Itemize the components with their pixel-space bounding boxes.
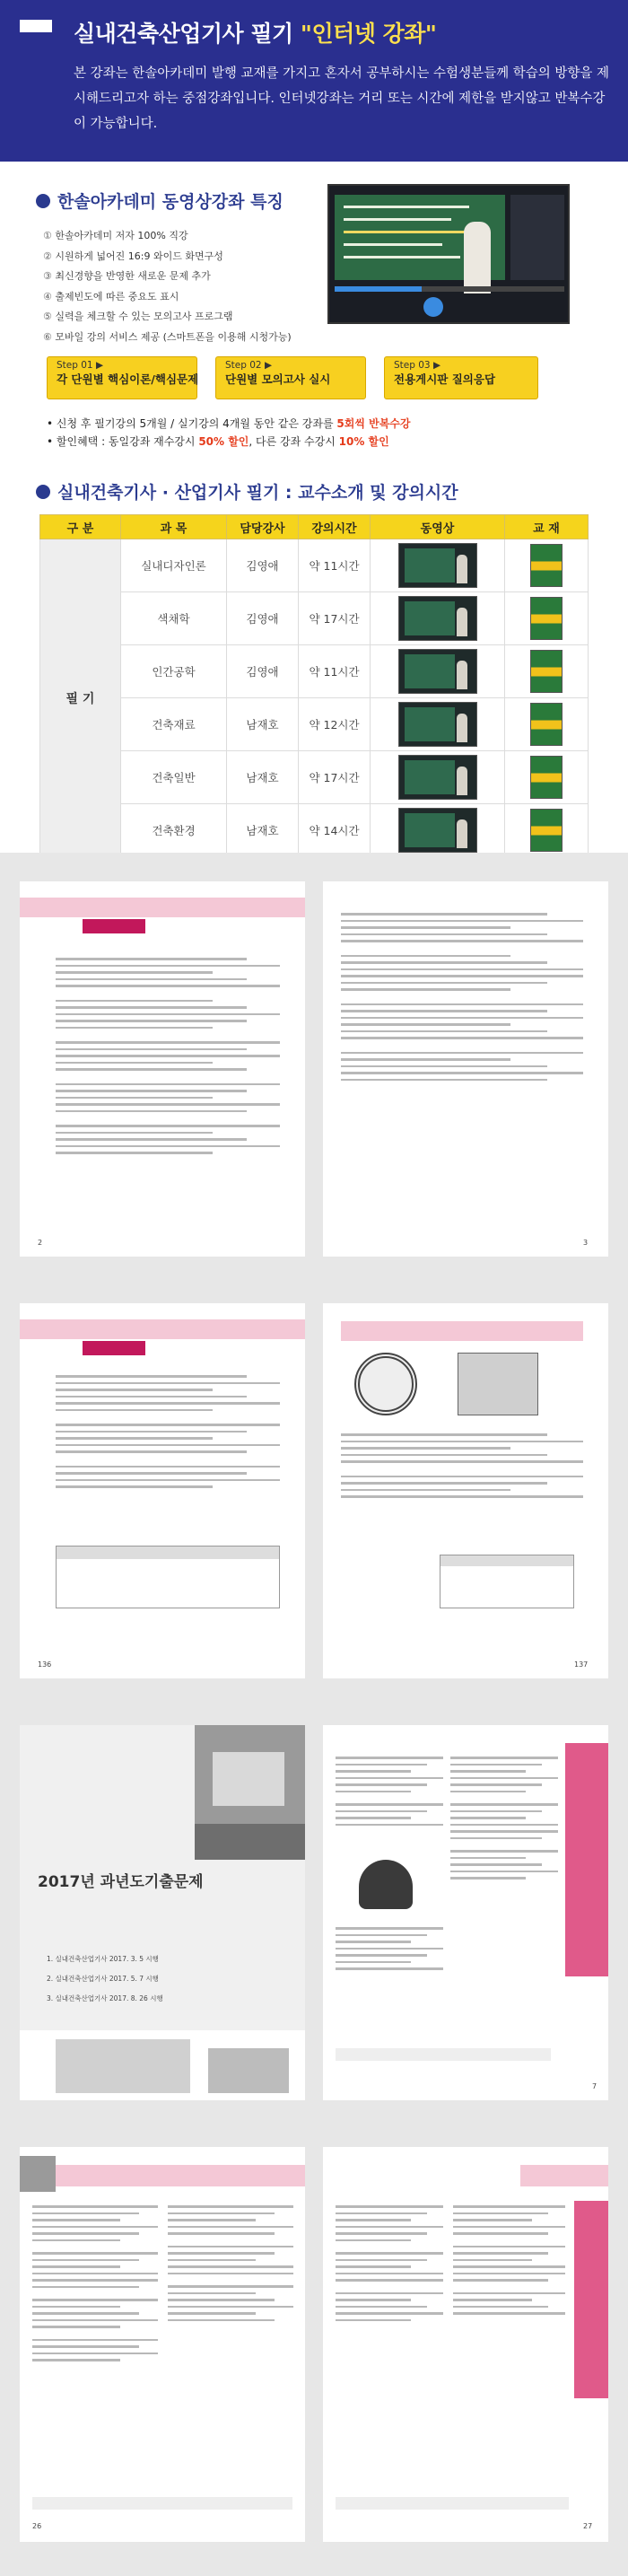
page-body: [56, 1371, 280, 1493]
page-title: 실내건축산업기사 필기 "인터넷 강좌": [74, 21, 437, 47]
book-spread-4: [0, 2118, 628, 2576]
figure-image: [359, 1860, 413, 1909]
step-2: Step 02 ▶ 단원별 모의고사 실시: [215, 356, 366, 399]
video-thumbnail[interactable]: [398, 702, 477, 747]
answer-key-bar: [32, 2497, 292, 2510]
feature-item: ④ 출제빈도에 따른 중요도 표시: [43, 290, 179, 302]
right-page: [323, 1303, 608, 1678]
table-row: 색채학 김영애 약 17시간: [40, 592, 589, 645]
progress-track: [335, 286, 564, 292]
lecture-video-preview: [327, 184, 570, 324]
group-cell: 필 기: [40, 539, 121, 857]
question-column: [450, 1752, 558, 1884]
col-header: 교 재: [505, 515, 589, 539]
feature-item: ③ 최신경향을 반영한 새로운 문제 추가: [43, 270, 211, 282]
textbook-cover: [530, 809, 563, 852]
left-page: [20, 2147, 305, 2542]
exam-title: 2017년 과년도기출문제: [38, 1873, 204, 1891]
video-thumbnail[interactable]: [398, 596, 477, 641]
book-spread-3: [0, 1696, 628, 2118]
page-number: 26: [32, 2522, 42, 2530]
page-body: [341, 1429, 583, 1503]
course-table: [39, 514, 589, 857]
page-body: [341, 908, 583, 1085]
page-number: 7: [592, 2082, 597, 2090]
video-thumbnail[interactable]: [398, 808, 477, 853]
table-row: 건축일반 남재호 약 17시간: [40, 751, 589, 804]
info-panel: [0, 162, 628, 853]
chapter-header: [20, 2165, 305, 2186]
question-column: [32, 2201, 158, 2366]
note-repeat: • 신청 후 필기강의 5개월 / 실기강의 4개월 동안 같은 강좌를 5회씩 반복수강: [47, 417, 411, 430]
book-spread-2: [0, 1275, 628, 1696]
textbook-cover: [530, 597, 563, 640]
note-discount: • 할인혜택 : 동일강좌 재수강시 50% 할인, 다른 강좌 수강시 10% 할인: [47, 435, 389, 448]
data-table: [440, 1555, 574, 1608]
section-badge: [83, 1341, 145, 1355]
section-badge: [83, 919, 145, 933]
course-title: 실내건축기사 · 산업기사 필기 : 교수소개 및 강의시간: [36, 479, 458, 504]
chapter-header: [20, 1319, 305, 1339]
left-page: [20, 1725, 305, 2100]
bullet-icon: [36, 194, 50, 208]
col-header: 강의시간: [299, 515, 371, 539]
feature-item: ② 시원하게 넓어진 16:9 와이드 화면구성: [43, 250, 223, 262]
video-thumbnail[interactable]: [398, 755, 477, 800]
page-number: 137: [574, 1660, 589, 1669]
video-thumbnail[interactable]: [398, 543, 477, 588]
step-1: Step 01 ▶ 각 단원별 핵심이론/핵심문제: [47, 356, 197, 399]
chapter-header: [341, 1321, 583, 1341]
video-thumbnail[interactable]: [398, 649, 477, 694]
hero-description: 본 강좌는 한솔아카데미 발행 교재를 가지고 혼자서 공부하시는 수험생분들께 학습의 방향을 제시해드리고자 하는 중점강좌입니다. 인터넷강좌는 거리 또는 시간에 제한을 받지않고 반복수강이 가능합니다.: [74, 66, 609, 131]
header-photo: [20, 2156, 56, 2192]
exam-list: 1. 실내건축산업기사 2017. 3. 5 시행 2. 실내건축산업기사 2017. 5. 7 시행 3. 실내건축산업기사 2017. 8. 26 시행: [47, 1955, 163, 2002]
page-number: 27: [583, 2522, 593, 2530]
col-header: 구 분: [40, 515, 121, 539]
feature-item: ⑥ 모바일 강의 서비스 제공 (스마트폰을 이용해 시청가능): [43, 330, 292, 343]
textbook-cover: [530, 756, 563, 799]
title-accent-bar: [20, 20, 52, 32]
col-header: 과 목: [121, 515, 227, 539]
right-page: [323, 2147, 608, 2542]
page-number: 2: [38, 1239, 43, 1247]
chapter-header: [520, 2165, 608, 2186]
room-photo: [20, 2030, 305, 2100]
figure-circle: [354, 1353, 417, 1415]
left-page: [20, 1303, 305, 1678]
answer-key-bar: [336, 2048, 551, 2061]
page-number: 3: [583, 1239, 589, 1247]
feature-item: ⑤ 실력을 체크할 수 있는 모의고사 프로그램: [43, 311, 233, 322]
table-row: 필 기 실내디자인론 김영애 약 11시간: [40, 539, 589, 592]
chapter-list: [510, 195, 564, 280]
features-list: [43, 226, 292, 347]
page-number: 136: [38, 1660, 52, 1669]
step-3: Step 03 ▶ 전용게시판 질의응답: [384, 356, 538, 399]
interior-photo: [195, 1725, 305, 1860]
question-column: [453, 2201, 565, 2319]
question-column: [336, 2201, 443, 2326]
bullet-icon: [36, 485, 50, 499]
play-button-icon: [423, 297, 443, 317]
question-column: [336, 1923, 443, 1975]
chapter-header: [20, 898, 305, 917]
features-title: 한솔아카데미 동영상강좌 특징: [36, 188, 283, 213]
answer-key-bar: [336, 2497, 569, 2510]
lecturer-figure: [464, 222, 491, 294]
textbook-cover: [530, 650, 563, 693]
col-header: 동영상: [371, 515, 505, 539]
data-table: [56, 1546, 280, 1608]
question-column: [168, 2201, 293, 2326]
page-body: [56, 953, 280, 1159]
left-page: [20, 881, 305, 1257]
side-tab: [565, 1743, 608, 1976]
right-page: [323, 1725, 608, 2100]
textbook-cover: [530, 544, 563, 587]
hero-banner: [0, 0, 628, 162]
notes: [47, 415, 410, 451]
col-header: 담당강사: [227, 515, 299, 539]
question-column: [336, 1752, 443, 1830]
figure-block: [458, 1353, 538, 1415]
feature-item: ① 한솔아카데미 저자 100% 직강: [43, 230, 188, 241]
side-tab: [574, 2201, 608, 2398]
table-row: 인간공학 김영애 약 11시간: [40, 645, 589, 698]
table-row: 건축재료 남재호 약 12시간: [40, 698, 589, 751]
book-spread-1: [0, 853, 628, 1275]
table-row: 건축환경 남재호 약 14시간: [40, 804, 589, 857]
textbook-cover: [530, 703, 563, 746]
right-page: [323, 881, 608, 1257]
